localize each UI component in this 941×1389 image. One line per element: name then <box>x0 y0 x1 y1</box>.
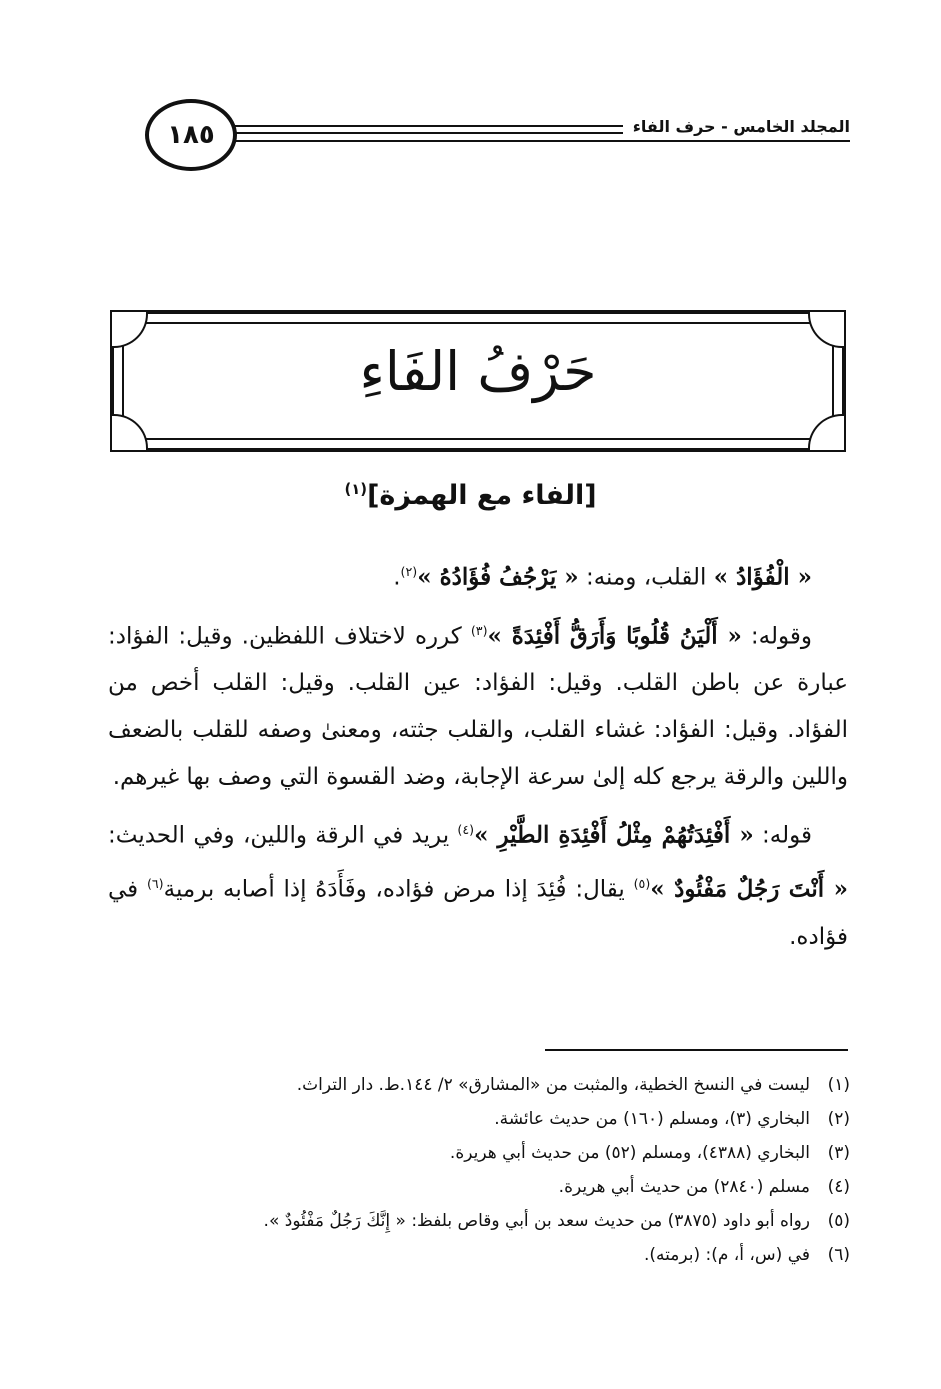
footnote-1 <box>170 1068 850 1102</box>
text: قوله: <box>753 822 812 849</box>
text: القلب، ومنه: <box>578 564 714 591</box>
quote: « يَرْجُفُ فُؤَادُهُ » <box>417 563 579 591</box>
footnote-text: مسلم (٢٨٤٠) من حديث أبي هريرة. <box>558 1177 810 1197</box>
footnote-text: رواه أبو داود (٣٨٧٥) من حديث سعد بن أبي وقاص بلفظ: « إِنَّكَ رَجُلٌ مَفْئُودٌ ». <box>263 1211 810 1231</box>
footnote-number: (٤) <box>827 1177 850 1197</box>
text: في فؤاده. <box>108 876 848 950</box>
footnote-number: (٦) <box>827 1245 850 1265</box>
footnote-text: البخاري (٤٣٨٨)، ومسلم (٥٢) من حديث أبي هريرة. <box>449 1143 810 1163</box>
page-number: ١٨٥ <box>145 99 237 171</box>
footnote-number: (٢) <box>827 1109 850 1129</box>
text: كرره لاختلاف اللفظين. وقيل: الفؤاد: عبارة عن باطن القلب. وقيل: الفؤاد: عين القلب. وقيل: القلب أخص من الفؤاد. وقيل: الفؤاد: غشاء القلب، والقلب جثته، ومعنىٰ وصفه للقلب بالضعف واللين والرقة يرجع كله إلىٰ سرعة الإجابة، وضد القسوة التي وصف بها غيرهم. <box>108 623 848 791</box>
text: . <box>393 564 401 591</box>
footnote-4 <box>170 1170 850 1204</box>
footnote-number: (٣) <box>827 1143 850 1163</box>
paragraph-1 <box>108 548 848 602</box>
footnote-number: (١) <box>827 1075 850 1095</box>
body-text <box>108 548 848 966</box>
quote: « أَفْئِدَتُهُمْ مِثْلُ أَفْئِدَةِ الطَّيْرِ » <box>474 821 754 849</box>
header-rule <box>205 140 850 142</box>
footnote-separator <box>545 1049 848 1051</box>
footnote-text: ليست في النسخ الخطية، والمثبت من «المشارق» ٢/ ١٤٤.ط. دار التراث. <box>296 1075 810 1095</box>
footnote-text: في (س، أ، م): (برمته). <box>643 1245 810 1265</box>
footnote-ref: (٢) <box>400 564 418 579</box>
footnotes <box>170 1068 850 1272</box>
text: يريد في الرقة واللين، وفي الحديث: <box>108 822 458 849</box>
footnote-6 <box>170 1238 850 1272</box>
chapter-title-frame <box>110 310 846 452</box>
chapter-title: حَرْفُ الفَاءِ <box>359 340 597 403</box>
footnote-ref: (٤) <box>457 822 475 838</box>
footnote-ref: (١) <box>344 480 368 498</box>
section-heading <box>100 480 841 511</box>
page-header <box>105 95 850 175</box>
quote: « الْفُؤَادُ » <box>713 563 812 591</box>
quote: « أَنْتَ رَجُلٌ مَفْئُودٌ » <box>650 875 848 903</box>
paragraph-2 <box>108 607 848 802</box>
footnote-ref: (٦) <box>146 875 164 891</box>
footnote-number: (٥) <box>827 1211 850 1231</box>
footnote-3 <box>170 1136 850 1170</box>
footnote-5 <box>170 1204 850 1238</box>
footnote-ref: (٥) <box>633 875 651 891</box>
running-head: المجلد الخامس - حرف الفاء <box>623 117 850 136</box>
section-heading-text: [الفاء مع الهمزة] <box>367 480 597 511</box>
footnote-2 <box>170 1102 850 1136</box>
paragraph-3 <box>108 806 848 960</box>
text: وقوله: <box>741 623 813 650</box>
footnote-ref: (٣) <box>470 622 488 638</box>
quote: « أَلْيَنُ قُلُوبًا وَأَرَقُّ أَفْئِدَةً » <box>487 622 742 650</box>
text: يقال: فُئِدَ إذا مرض فؤاده، وفَأَدَهُ إذا أصابه برمية <box>163 876 634 903</box>
footnote-text: البخاري (٣)، ومسلم (١٦٠) من حديث عائشة. <box>494 1109 810 1129</box>
